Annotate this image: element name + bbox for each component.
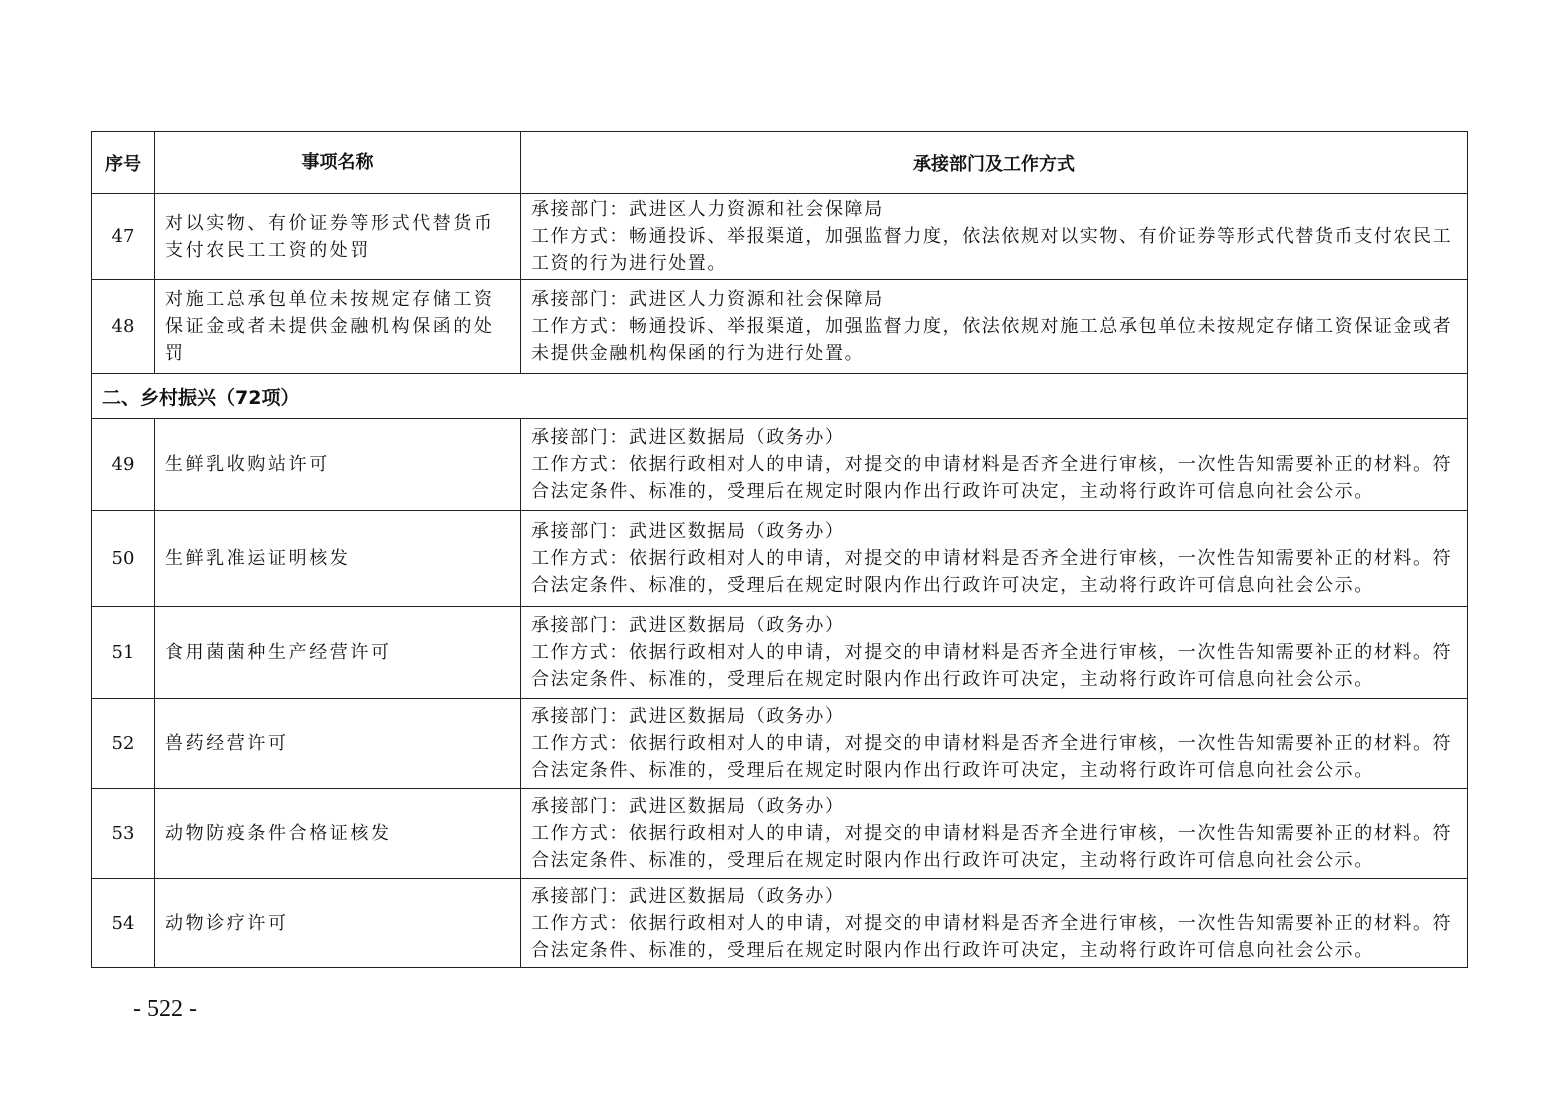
dept-line: 承接部门：武进区人力资源和社会保障局 [531,199,884,220]
row-dept [521,879,1468,968]
row-dept [521,194,1468,280]
row-no: 52 [92,699,155,789]
dept-line: 承接部门：武进区数据局（政务办） [531,796,845,817]
header-dept: 承接部门及工作方式 [521,132,1468,194]
page-number: - 522 - [133,996,197,1022]
table-row [92,607,1468,699]
section-title: 二、乡村振兴（72项） [92,374,1468,419]
row-no: 54 [92,879,155,968]
header-no: 序号 [92,132,155,194]
row-dept [521,280,1468,374]
header-row [92,132,1468,194]
matters-table [91,131,1468,968]
row-dept [521,789,1468,879]
dept-line: 承接部门：武进区数据局（政务办） [531,885,845,907]
row-dept [521,511,1468,607]
method-line: 工作方式：畅通投诉、举报渠道，加强监督力度，依法依规对以实物、有价证券等形式代替货币支付农民工工资的行为进行处置。 [531,226,1453,274]
dept-line: 承接部门：武进区数据局（政务办） [531,521,845,542]
table-row [92,280,1468,374]
table-row [92,879,1468,968]
row-name: 食用菌菌种生产经营许可 [155,607,521,699]
method-line: 工作方式：依据行政相对人的申请，对提交的申请材料是否齐全进行审核，一次性告知需要补正的材料。符合法定条件、标准的，受理后在规定时限内作出行政许可决定，主动将行政许可信息向社会公示。 [531,823,1453,871]
method-line: 工作方式：依据行政相对人的申请，对提交的申请材料是否齐全进行审核，一次性告知需要补正的材料。符合法定条件、标准的，受理后在规定时限内作出行政许可决定，主动将行政许可信息向社会公示。 [531,642,1453,690]
row-no: 47 [92,194,155,280]
row-name: 生鲜乳准运证明核发 [155,511,521,607]
method-line: 工作方式：依据行政相对人的申请，对提交的申请材料是否齐全进行审核，一次性告知需要补正的材料。符合法定条件、标准的，受理后在规定时限内作出行政许可决定，主动将行政许可信息向社会公示。 [531,733,1453,781]
row-no: 51 [92,607,155,699]
section-row [92,374,1468,419]
dept-line: 承接部门：武进区数据局（政务办） [531,706,845,727]
row-name: 兽药经营许可 [155,699,521,789]
row-no: 50 [92,511,155,607]
table-row [92,194,1468,280]
dept-line: 承接部门：武进区人力资源和社会保障局 [531,289,884,310]
row-name: 对施工总承包单位未按规定存储工资保证金或者未提供金融机构保函的处罚 [155,280,521,374]
row-dept [521,699,1468,789]
method-line: 工作方式：依据行政相对人的申请，对提交的申请材料是否齐全进行审核，一次性告知需要补正的材料。符合法定条件、标准的，受理后在规定时限内作出行政许可决定，主动将行政许可信息向社会公示。 [531,548,1453,596]
row-dept [521,607,1468,699]
dept-line: 承接部门：武进区数据局（政务办） [531,427,845,448]
row-no: 53 [92,789,155,879]
table-row [92,789,1468,879]
row-no: 48 [92,280,155,374]
method-line: 工作方式：依据行政相对人的申请，对提交的申请材料是否齐全进行审核，一次性告知需要补正的材料。符合法定条件、标准的，受理后在规定时限内作出行政许可决定，主动将行政许可信息向社会公示。 [531,912,1453,961]
table-row [92,699,1468,789]
table-row [92,511,1468,607]
row-name: 动物防疫条件合格证核发 [155,789,521,879]
method-line: 工作方式：畅通投诉、举报渠道，加强监督力度，依法依规对施工总承包单位未按规定存储工资保证金或者未提供金融机构保函的行为进行处置。 [531,316,1453,364]
row-name: 动物诊疗许可 [155,879,521,968]
row-name: 对以实物、有价证券等形式代替货币支付农民工工资的处罚 [155,194,521,280]
row-no: 49 [92,419,155,511]
table-row [92,419,1468,511]
method-line: 工作方式：依据行政相对人的申请，对提交的申请材料是否齐全进行审核，一次性告知需要补正的材料。符合法定条件、标准的，受理后在规定时限内作出行政许可决定，主动将行政许可信息向社会公示。 [531,454,1453,502]
header-name: 事项名称 [155,132,521,194]
row-name: 生鲜乳收购站许可 [155,419,521,511]
dept-line: 承接部门：武进区数据局（政务办） [531,615,845,636]
row-dept [521,419,1468,511]
